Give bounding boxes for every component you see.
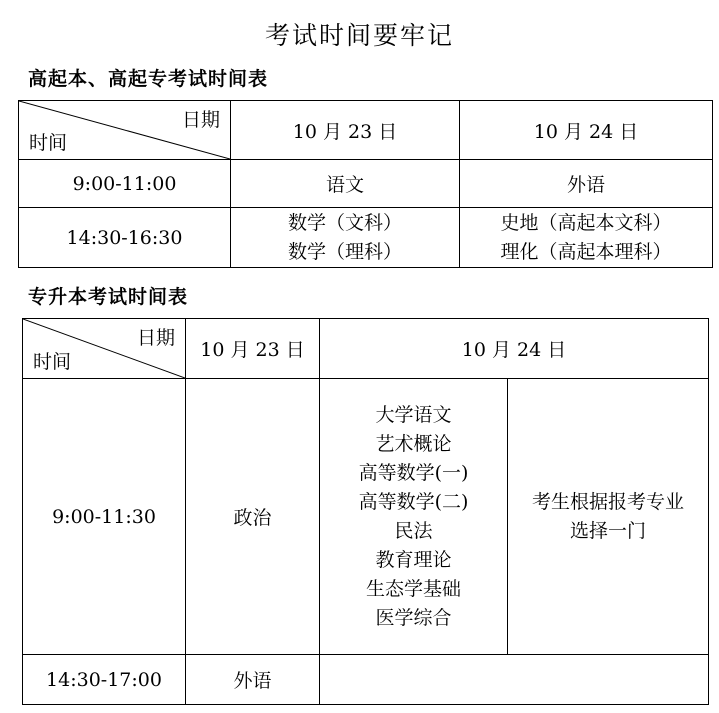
subject-line: 数学（理科） (287, 240, 402, 263)
date-header: 10 月 23 日 (231, 101, 460, 160)
subject-line: 教育理论 (375, 548, 452, 571)
subject-cell: 政治 (186, 379, 320, 655)
subject-line: 民法 (394, 519, 433, 542)
subject-line: 医学综合 (375, 606, 452, 629)
time-cell: 14:30-16:30 (19, 208, 231, 268)
time-cell: 9:00-11:00 (19, 160, 231, 208)
subject-cell (460, 208, 713, 268)
exam-schedule-table-gaoqi (18, 100, 713, 268)
date-header: 10 月 24 日 (460, 101, 713, 160)
subject-line: 数学（文科） (287, 211, 402, 234)
section-heading-zhuanshengben: 专升本考试时间表 (28, 286, 189, 308)
page-title: 考试时间要牢记 (264, 21, 454, 50)
subject-list-cell (320, 379, 508, 655)
corner-time-label: 时间 (29, 132, 68, 154)
note-cell (508, 379, 709, 655)
subject-cell: 外语 (186, 655, 320, 705)
subject-line: 大学语文 (375, 403, 452, 426)
date-header: 10 月 24 日 (320, 319, 709, 379)
subject-cell: 外语 (460, 160, 713, 208)
subject-line: 高等数学(一) (358, 461, 469, 484)
subject-line: 史地（高起本文科） (500, 211, 672, 234)
time-cell: 9:00-11:30 (23, 379, 186, 655)
subject-line: 生态学基础 (365, 577, 461, 600)
subject-cell (231, 208, 460, 268)
note-line: 考生根据报考专业 (532, 490, 685, 513)
corner-header-cell (19, 101, 231, 160)
corner-date-label: 日期 (136, 327, 175, 349)
subject-line: 艺术概论 (375, 432, 452, 455)
subject-line: 理化（高起本理科） (500, 240, 672, 263)
corner-time-label: 时间 (33, 351, 72, 373)
subject-cell (320, 655, 709, 705)
subject-cell: 语文 (231, 160, 460, 208)
note-line: 选择一门 (570, 519, 647, 542)
subject-line: 高等数学(二) (358, 490, 469, 513)
time-cell: 14:30-17:00 (23, 655, 186, 705)
date-header: 10 月 23 日 (186, 319, 320, 379)
exam-schedule-table-zhuanshengben (22, 318, 709, 705)
section-heading-gaoqi: 高起本、高起专考试时间表 (28, 68, 269, 90)
corner-header-cell (23, 319, 186, 379)
corner-date-label: 日期 (181, 109, 220, 131)
